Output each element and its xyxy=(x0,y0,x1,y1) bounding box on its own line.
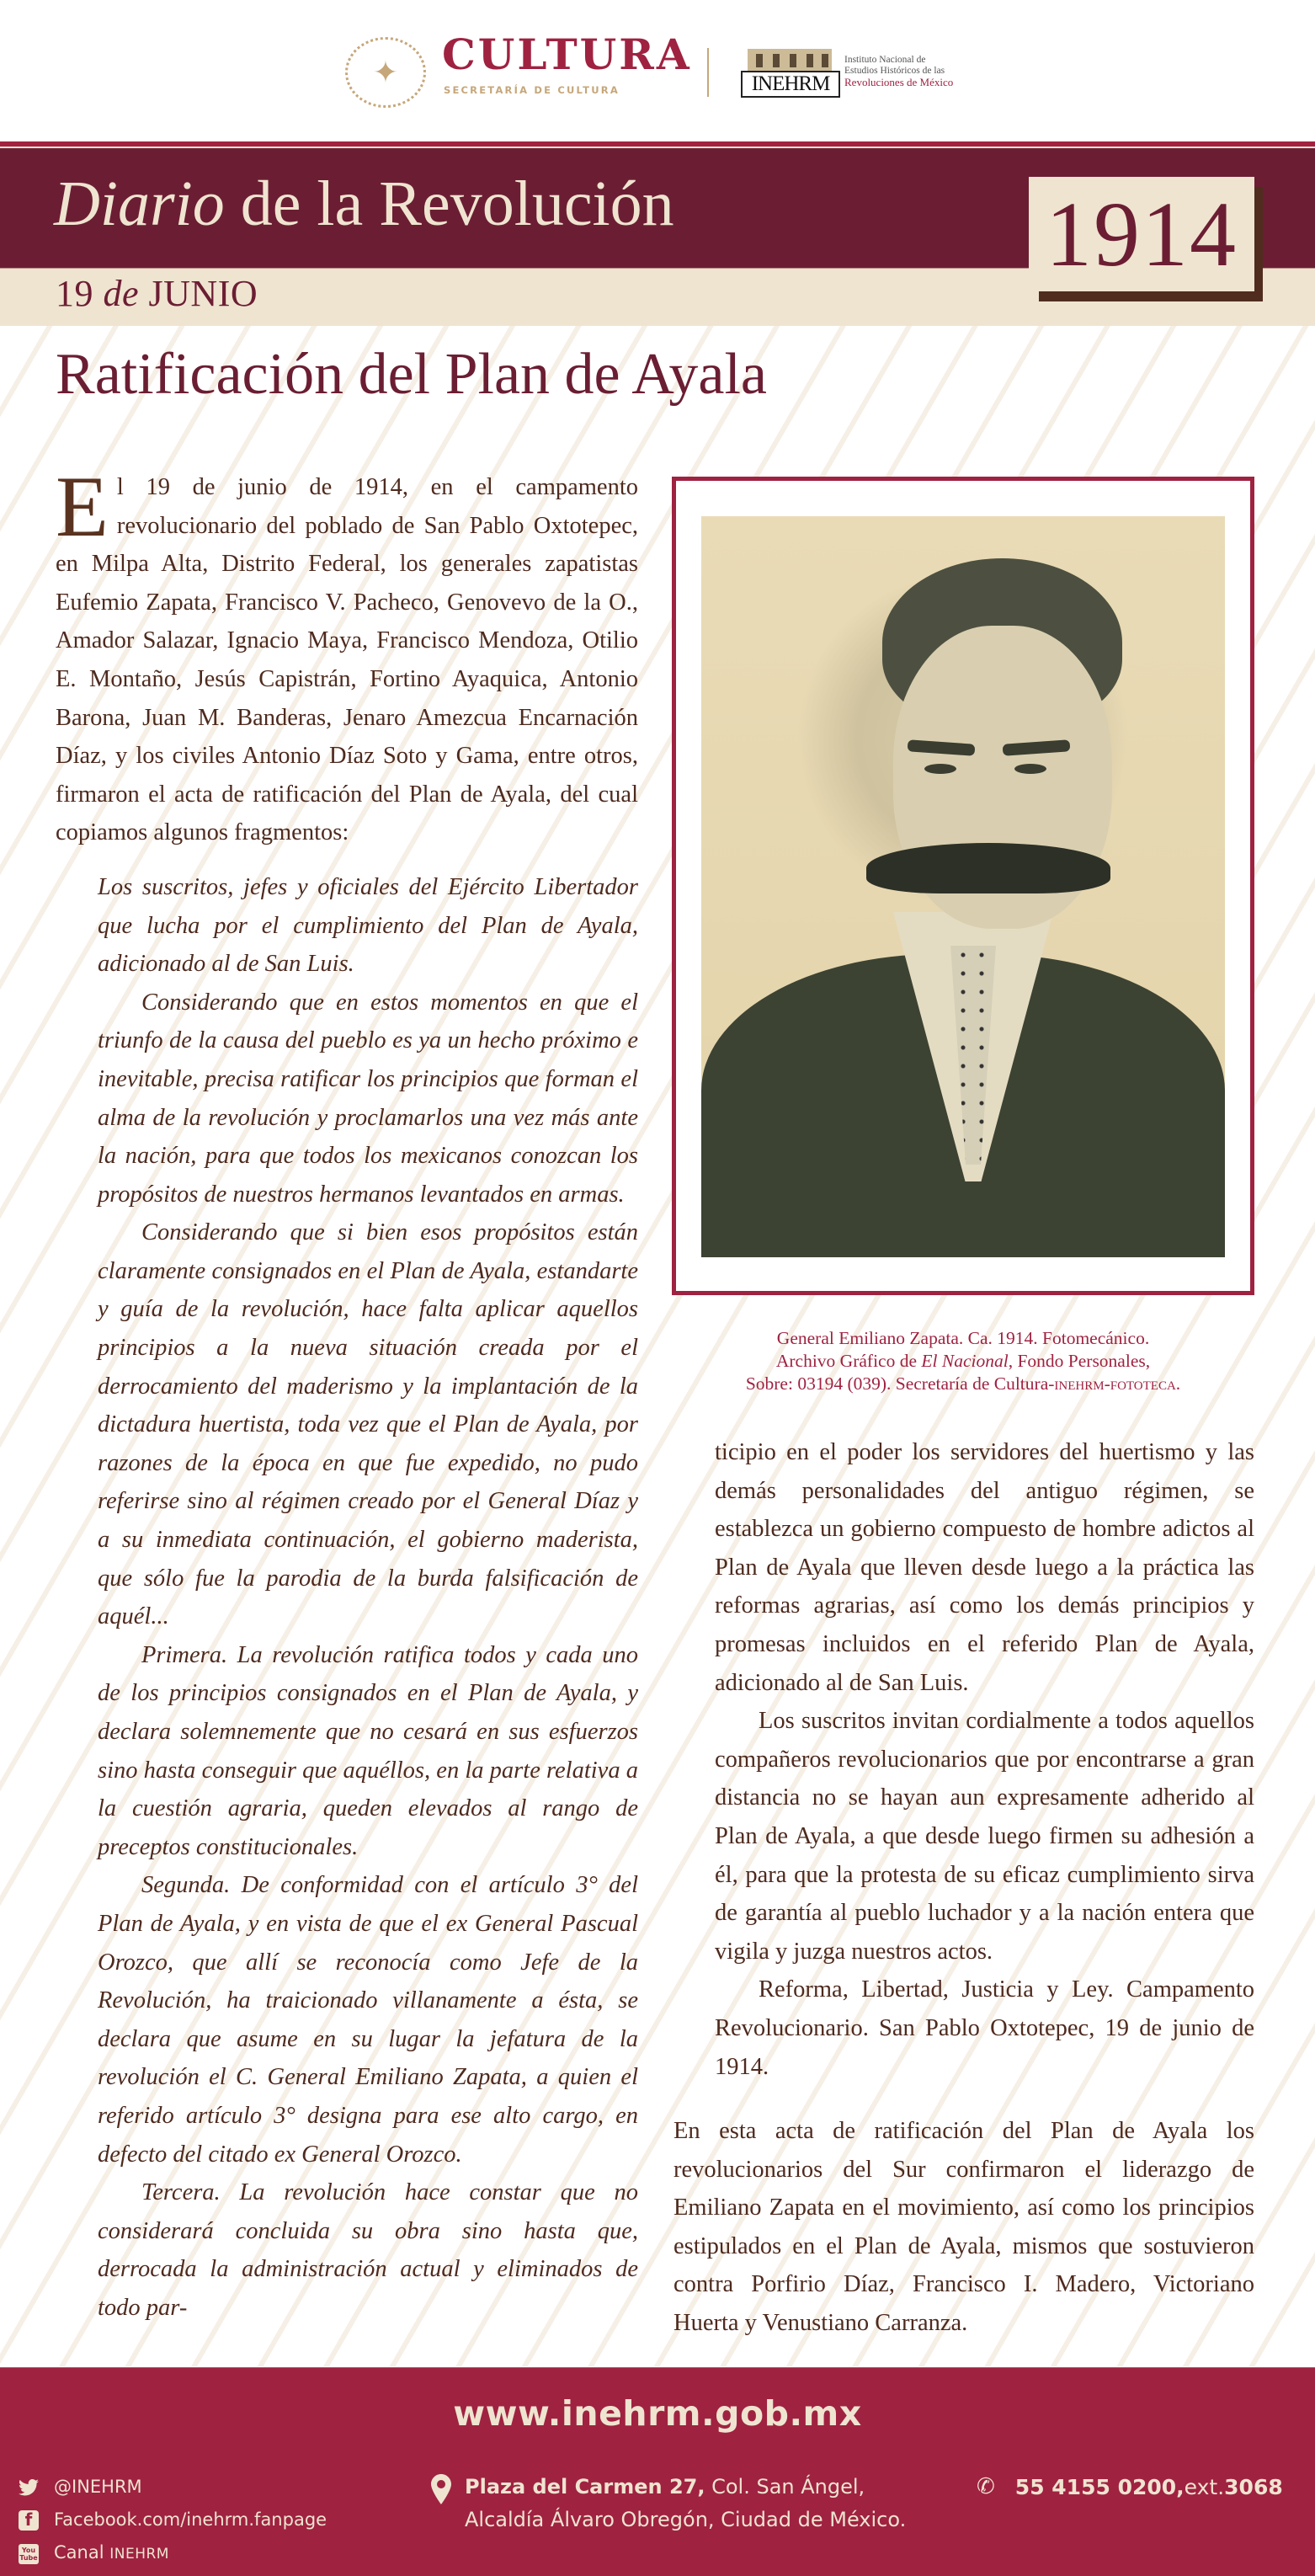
phone-number: 55 4155 0200, xyxy=(1014,2475,1185,2499)
logo-bar xyxy=(0,0,1315,140)
facebook-icon: f xyxy=(19,2510,39,2531)
inehrm-name-line: Estudios Históricos de las xyxy=(844,66,945,76)
mexico-seal-icon: ✦ xyxy=(345,37,426,108)
quote-paragraph: Considerando que si bien esos propósitos están claramente consignados en el Plan de Ayala, estandarte y guía de la revolución, hace falta aplicar aquellos principios a la nueva situación creada por el derrocamiento del maderismo y la implantación de la dictadura huertista, toda vez que el Plan de Ayala, por razones de la época en que fue expedido, no pudo referirse sino al régimen creado por el General Díaz y a su inmediata continuación, el gobierno maderista, que sólo fue la parodia de la burda falsificación de aquél... xyxy=(98,1219,638,1630)
youtube-link[interactable] xyxy=(19,2536,327,2571)
address-text xyxy=(465,2471,906,2536)
quote-paragraph: Considerando que en estos momentos en que el triunfo de la causa del pueblo es ya un hecho próximo e inevitable, precisa ratificar los principios que forman el alma de la revolución y proclamarlos una vez más ante la nación, para que todos los mexicanos conozcan los propósitos de nuestros hermanos levantados en armas. xyxy=(98,989,638,1208)
quote-paragraph: Los suscritos, jefes y oficiales del Ejército Libertador que lucha por el cumplimiento del Plan de Ayala, adicionado al de San Luis. xyxy=(98,873,638,978)
drop-cap: E xyxy=(56,459,109,555)
intro-text: l 19 de junio de 1914, en el campamento revolucionario del poblado de San Pablo Oxtotepec, en Milpa Alta, Distrito Federal, los generales zapatistas Eufemio Zapata, Francisco V. Pacheco, Genovevo de la O., Amador Salazar, Ignacio Maya, Francisco Mendoza, Otilio E. Montaño, Jesús Capistrán, Fortino Ayaquica, Antonio Barona, Juan M. Banderas, Jenaro Amezcua Encarnación Díaz, y los civiles Antonio Díaz Soto y Gama, entre otros, firmaron el acta de ratificación del Plan de Ayala, del cual copiamos algunos fragmentos: xyxy=(56,474,638,846)
website-link[interactable]: www.inehrm.gob.mx xyxy=(453,2393,862,2434)
caption-publication: El Nacional xyxy=(921,1351,1009,1371)
intro-paragraph xyxy=(56,459,638,852)
caption-text: Archivo Gráfico de xyxy=(775,1351,922,1371)
cultura-logo-text: CULTURA xyxy=(442,29,692,79)
date-month: JUNIO xyxy=(148,273,258,314)
address-city: Alcaldía Álvaro Obregón, Ciudad de México. xyxy=(465,2508,907,2531)
caption-text: Sobre: 03194 (039). Secretaría de Cultura- xyxy=(745,1373,1055,1394)
address-colonia: Col. San Ángel, xyxy=(705,2475,865,2499)
inehrm-logo xyxy=(741,49,840,96)
zapata-portrait xyxy=(701,516,1225,1257)
youtube-label-text: Canal xyxy=(54,2542,110,2563)
youtube-channel: INEHRM xyxy=(109,2546,169,2563)
footer xyxy=(0,2367,1315,2576)
phone-icon: ✆ xyxy=(977,2474,995,2499)
closing-text: En esta acta de ratificación del Plan de Ayala los revolucionarios del Sur confirmaron el liderazgo de Emiliano Zapata en el movimiento, así como los principios estipulados en el Plan de Ayala, mismos que sostuvieron contra Porfirio Díaz, Francisco I. Madero, Victoriano Huerta y Venustiano Carranza. xyxy=(673,2118,1254,2336)
quote-paragraph: Segunda. De conformidad con el artículo 3° del Plan de Ayala, y en vista de que el ex General Pascual Orozco, que allí se reconocía como Jefe de la Revolución, ha traicionado villanamente a ésta, se declara que asume en su lugar la jefatura de la revolución el C. General Emiliano Zapata, a quien el referido artículo 3° designa para ese alto cargo, en defecto del citado ex General Orozco. xyxy=(98,1872,638,2168)
date-day: 19 xyxy=(56,273,93,314)
series-title xyxy=(54,168,674,239)
twitter-handle: @INEHRM xyxy=(54,2477,142,2497)
youtube-icon: You Tube xyxy=(19,2544,39,2564)
logo-divider xyxy=(707,48,709,97)
date-connector: de xyxy=(103,273,140,314)
phone-ext-label: ext. xyxy=(1184,2475,1225,2499)
cultura-subtitle: SECRETARÍA DE CULTURA xyxy=(444,84,620,96)
address-street: Plaza del Carmen 27, xyxy=(465,2475,705,2499)
twitter-link[interactable] xyxy=(19,2471,327,2504)
location-pin-icon xyxy=(431,2474,451,2504)
phone-extension: 3068 xyxy=(1224,2475,1283,2499)
caption-text: . xyxy=(1175,1373,1181,1394)
caption-line xyxy=(672,1373,1254,1395)
caption-line xyxy=(672,1350,1254,1373)
social-links xyxy=(19,2471,327,2571)
left-column xyxy=(56,459,638,2328)
quote-paragraph: Tercera. La revolución hace constar que no considerará concluida su obra sino hasta que, derrocada la administración actual y eliminados de todo par- xyxy=(98,2179,638,2321)
caption-text: , Fondo Personales, xyxy=(1008,1351,1151,1371)
inehrm-name-line: Instituto Nacional de xyxy=(844,55,926,65)
quote-paragraph: Los suscritos invitan cordialmente a todos aquellos compañeros revolucionarios que por encontrarse a gran distancia no se hayan aun expresamente adherido al Plan de Ayala, a que desde luego firmen su adhesión a él, para que la protesta de su eficaz cumplimiento sirva de garantía al pueblo luchador y a la nación entera que vigila y juzga nuestros actos. xyxy=(715,1708,1254,1965)
closing-paragraph xyxy=(673,2112,1254,2343)
date-label xyxy=(56,275,258,312)
inehrm-wordmark: INEHRM xyxy=(741,71,840,98)
facebook-link[interactable] xyxy=(19,2504,327,2536)
quoted-document xyxy=(56,868,638,2328)
photo-frame xyxy=(672,477,1254,1295)
address xyxy=(431,2471,906,2536)
youtube-label xyxy=(54,2536,169,2571)
caption-archive: inehrm-fototeca xyxy=(1054,1373,1176,1394)
inehrm-full-name xyxy=(844,55,953,88)
series-title-rest: de la Revolución xyxy=(224,168,674,239)
quote-paragraph: ticipio en el poder los servidores del huertismo y las demás personalidades del antiguo régimen, se establezca un gobierno compuesto de hombre adictos al Plan de Ayala que lleven desde luego a la práctica las reformas agrarias, así como los demás principios y promesas incluidos en el referido Plan de Ayala, adicionado al de San Luis. xyxy=(715,1439,1254,1696)
quote-paragraph: Reforma, Libertad, Justicia y Ley. Campamento Revolucionario. San Pablo Oxtotepec, 19 de junio de 1914. xyxy=(715,1976,1254,2080)
photo-caption xyxy=(672,1327,1254,1395)
right-column xyxy=(715,1433,1254,2086)
caption-line: General Emiliano Zapata. Ca. 1914. Fotomecánico. xyxy=(776,1328,1150,1348)
article-title: Ratificación del Plan de Ayala xyxy=(56,342,767,407)
quote-paragraph: Primera. La revolución ratifica todos y cada uno de los principios consignados en el Plan de Ayala, y declara solemnemente que no cesará en sus esfuerzos sino hasta conseguir que aquéllos, en la parte relativa a la cuestión agraria, queden elevados al rango de preceptos constitucionales. xyxy=(98,1641,638,1860)
facebook-url: Facebook.com/inehrm.fanpage xyxy=(54,2509,327,2530)
phone-contact[interactable] xyxy=(977,2471,1283,2504)
year-box xyxy=(1029,177,1254,291)
series-title-italic: Diario xyxy=(54,168,225,239)
inehrm-name-line: Revoluciones de México xyxy=(844,76,954,88)
year-label: 1914 xyxy=(1046,183,1238,285)
twitter-icon xyxy=(19,2477,39,2498)
